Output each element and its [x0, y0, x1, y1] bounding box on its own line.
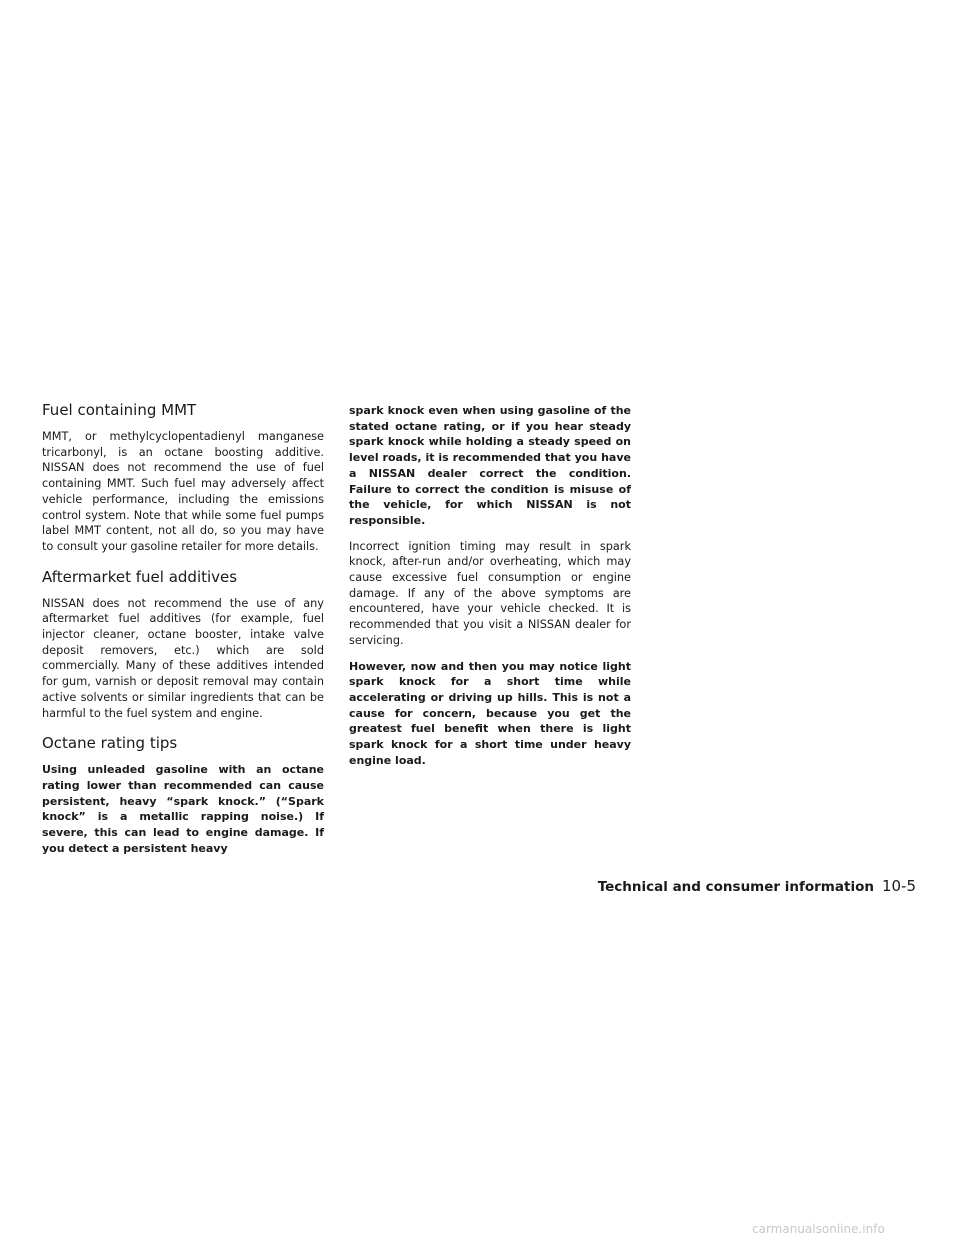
watermark-text: carmanualsonline.info — [752, 1222, 885, 1236]
right-column — [349, 403, 631, 778]
heading-aftermarket-fuel-additives: Aftermarket fuel additives — [42, 567, 238, 586]
paragraph-ignition-timing: Incorrect ignition timing may result in spark knock, after-run and/or overheating, which may cause excessive fuel consumption or engine damage. If any of the above symptoms are encountered, have your vehicle checked. It is recommended that you visit a NISSAN dealer for servicing. — [349, 539, 631, 647]
paragraph-aftermarket-additives: NISSAN does not recommend the use of any aftermarket fuel additives (for example, fuel injector cleaner, octane booster, intake valve deposit removers, etc.) which are sold commercially. Many of these additives intended for gum, varnish or deposit removal may contain active solvents or similar ingredients that can be harmful to the fuel system and engine. — [42, 596, 324, 720]
paragraph-mmt: MMT, or methylcyclopentadienyl manganese tricarbonyl, is an octane boosting additive. NISSAN does not recommend the use of fuel containing MMT. Such fuel may adversely affect vehicle performance, including the emissions control system. Note that while some fuel pumps label MMT content, not all do, so you may have to consult your gasoline retailer for more details. — [42, 430, 324, 553]
left-column — [42, 400, 324, 866]
warning-spark-knock-part1: Using unleaded gasoline with an octane rating lower than recommended can cause persistent, heavy “spark knock.” (“Spark knock” is a metallic rapping noise.) If severe, this can lead to engine damage. If you detect a persistent heavy — [42, 763, 324, 855]
page-number: 10-5 — [881, 877, 916, 895]
heading-fuel-containing-mmt: Fuel containing MMT — [42, 401, 197, 419]
warning-spark-knock-part2: spark knock even when using gasoline of the stated octane rating, or if you hear steady spark knock while holding a steady speed on level roads, it is recommended that you have a NISSAN dealer correct the condition. Failure to correct the condition is misuse of the vehicle, for which NISSAN is not responsible. — [349, 404, 631, 527]
note-light-spark-knock: However, now and then you may notice light spark knock for a short time while accelerating or driving up hills. This is not a cause for concern, because you get the greatest fuel benefit when there is light spark knock for a short time under heavy engine load. — [349, 659, 631, 767]
chapter-title: Technical and consumer information — [597, 879, 874, 895]
page-footer — [598, 876, 916, 895]
heading-octane-rating-tips: Octane rating tips — [42, 734, 178, 753]
